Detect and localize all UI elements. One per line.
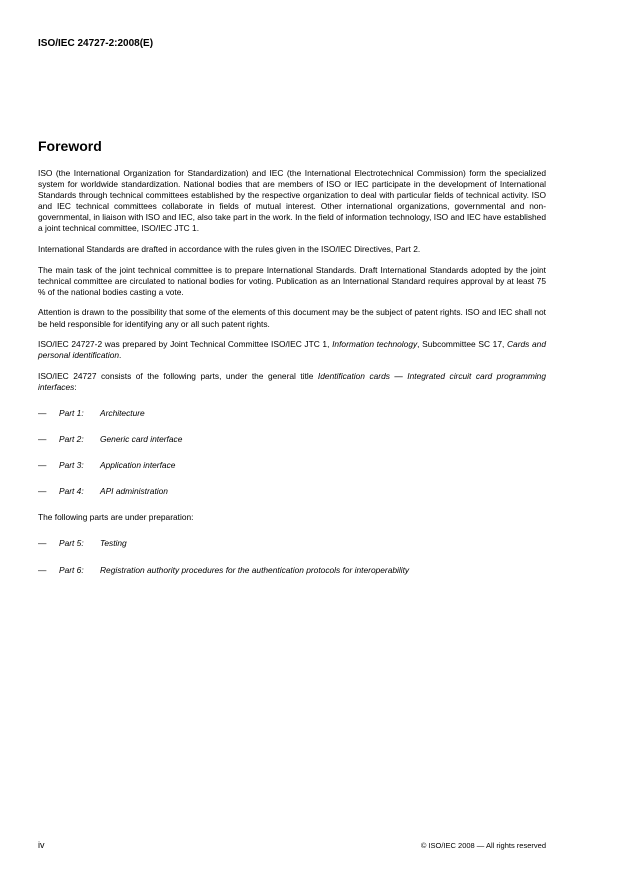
part-name: Architecture [100, 408, 145, 418]
part-number: Part 4: [59, 486, 84, 497]
list-item [38, 408, 546, 419]
list-dash: — [38, 460, 47, 471]
prepared-by-text: ISO/IEC 24727-2 was prepared by Joint Technical Committee ISO/IEC JTC 1, [38, 339, 333, 350]
paragraph-under-preparation: The following parts are under preparation: [38, 512, 194, 523]
part-number: Part 6: [59, 564, 84, 575]
consists-of-text: ISO/IEC 24727 consists of the following parts, under the general title [38, 370, 318, 381]
list-item [38, 538, 546, 549]
paragraph-consists-of [38, 371, 546, 393]
part-name: Application interface [100, 460, 176, 471]
parts-list [38, 408, 546, 497]
part-name: Generic card interface [100, 434, 183, 445]
prepared-by-end: . [119, 350, 122, 361]
paragraph-patent-rights: Attention is drawn to the possibility that some of the elements of this document may be the subject of patent rights. ISO and IEC shall not be held responsible for identifying any or all such patent rights. [38, 307, 546, 329]
paragraph-prepared-by [38, 339, 546, 361]
part-number: Part 2: [59, 434, 84, 445]
list-item [38, 565, 546, 576]
prep-parts-list [38, 538, 546, 575]
paragraph-directives: International Standards are drafted in accordance with the rules given in the ISO/IEC Directives, Part 2. [38, 244, 421, 255]
page-title: Foreword [38, 138, 102, 154]
list-dash: — [38, 408, 47, 418]
part-name: API administration [100, 486, 168, 497]
paragraph-main-task: The main task of the joint technical committee is to prepare International Standards. Draft International Standards adopted by the joint technical committee are circulated to national bodies for voting. Publication as an International Standard requires approval by at least 75 % of the national bodies casting a vote. [38, 264, 546, 297]
list-item [38, 486, 546, 497]
prepared-by-sc-title: Cards and personal identification [38, 339, 546, 361]
list-item [38, 460, 546, 471]
part-name: Testing [100, 538, 127, 549]
consists-of-general-title: Identification cards — Integrated circuit card programming interfaces [38, 370, 546, 392]
part-number: Part 5: [59, 538, 84, 549]
part-number: Part 1: [59, 408, 84, 418]
copyright-notice: © ISO/IEC 2008 — All rights reserved [420, 841, 546, 850]
page-number: iv [38, 840, 45, 850]
part-name: Registration authority procedures for the authentication protocols for interoperability [100, 564, 410, 575]
document-identifier: ISO/IEC 24727-2:2008(E) [38, 38, 154, 49]
prepared-by-subcommittee: , Subcommittee SC 17, [417, 339, 507, 350]
foreword-body [38, 168, 546, 591]
consists-of-end: : [74, 381, 77, 392]
list-item [38, 434, 546, 445]
list-dash: — [38, 434, 47, 445]
list-dash: — [38, 486, 47, 497]
prepared-by-committee: Information technology [332, 339, 418, 350]
part-number: Part 3: [59, 460, 84, 471]
list-dash: — [38, 564, 47, 575]
paragraph-standardization: ISO (the International Organization for Standardization) and IEC (the International Electrotechnical Commission) form the specialized system for worldwide standardization. National bodies that are members of ISO or IEC participate in the development of International Standards through technical committees established by the respective organization to deal with particular fields of technical activity. ISO and IEC technical committees collaborate in fields of mutual interest. Other international organizations, governmental and non-governmental, in liaison with ISO and IEC, also take part in the work. In the field of information technology, ISO and IEC have established a joint technical committee, ISO/IEC JTC 1. [38, 168, 546, 234]
list-dash: — [38, 538, 47, 549]
